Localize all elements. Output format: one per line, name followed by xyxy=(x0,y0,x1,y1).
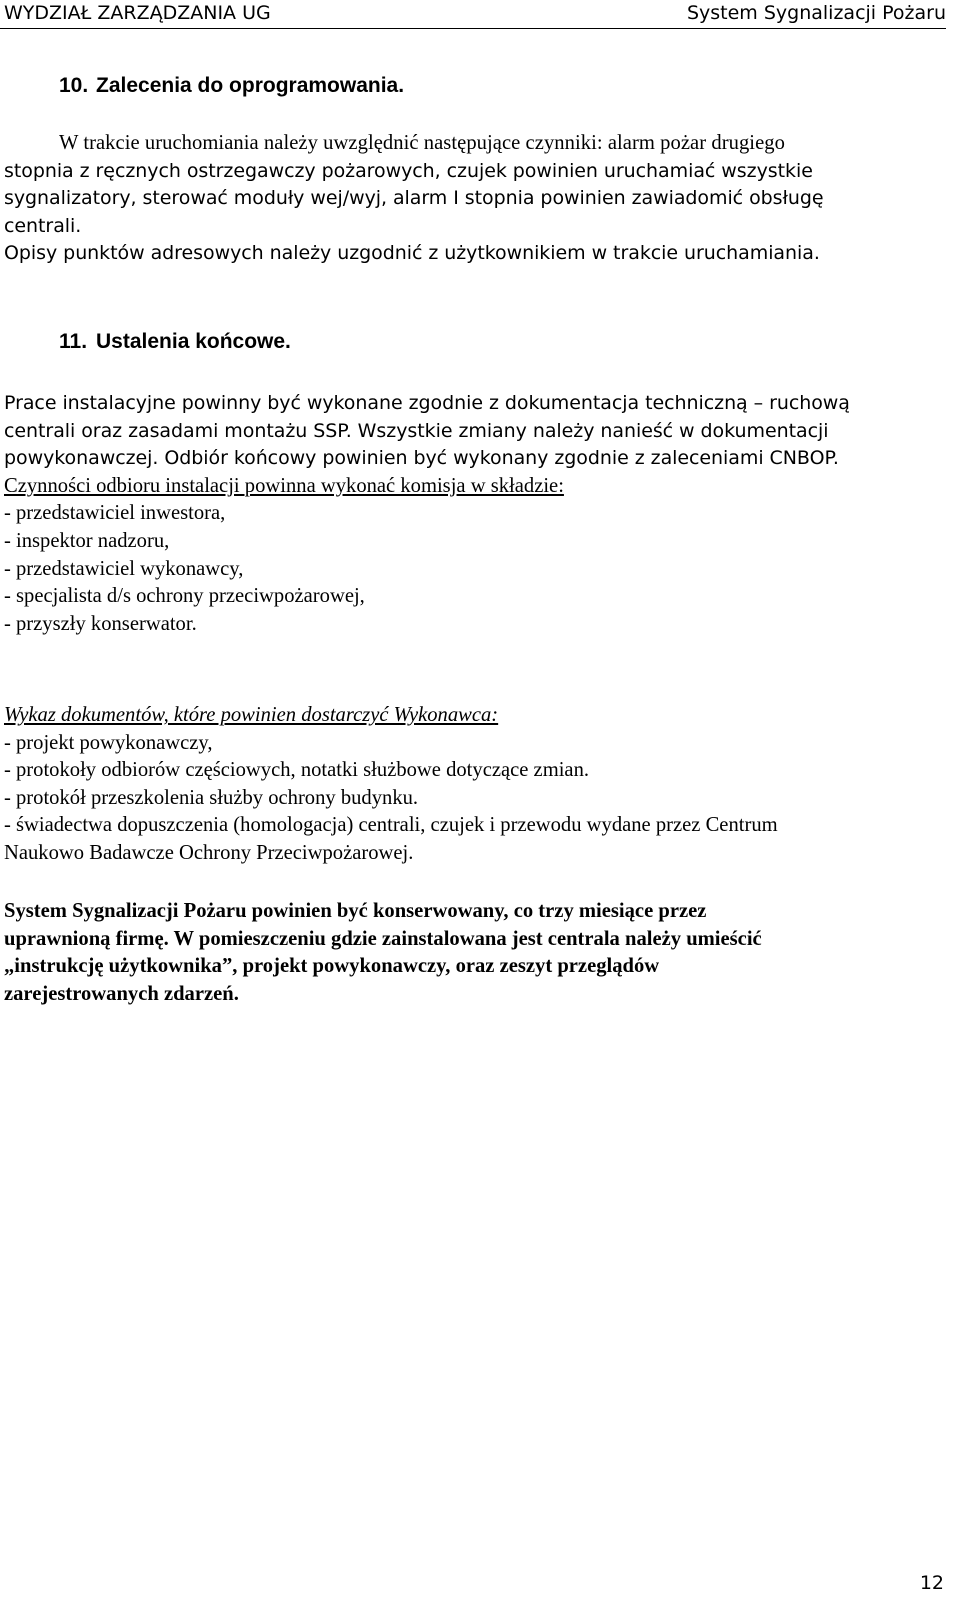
section-11-line: centrali oraz zasadami montażu SSP. Wszystkie zmiany należy nanieść w dokumentacji xyxy=(4,419,829,442)
maintenance-line: „instrukcję użytkownika”, projekt powykonawczy, oraz zeszyt przeglądów xyxy=(4,955,660,978)
documents-item: Naukowo Badawcze Ochrony Przeciwpożarowej. xyxy=(4,841,414,864)
documents-item: - protokół przeszkolenia służby ochrony budynku. xyxy=(4,786,419,809)
section-10-line: stopnia z ręcznych ostrzegawczy pożarowych, czujek powinien uruchamiać wszystkie xyxy=(4,159,813,182)
documents-item: - protokoły odbiorów częściowych, notatki służbowe dotyczące zmian. xyxy=(4,759,590,782)
section-10-heading xyxy=(59,72,404,99)
committee-item: - specjalista d/s ochrony przeciwpożarowej, xyxy=(4,585,365,608)
committee-item: - przyszły konserwator. xyxy=(4,612,197,635)
page-number: 12 xyxy=(919,1572,944,1594)
section-11-title: Ustalenia końcowe. xyxy=(96,330,291,353)
section-10-line: Opisy punktów adresowych należy uzgodnić z użytkownikiem w trakcie uruchamiania. xyxy=(4,242,820,265)
section-11-paragraph xyxy=(4,390,944,638)
section-10-line: centrali. xyxy=(4,214,82,237)
committee-item: - przedstawiciel wykonawcy, xyxy=(4,557,244,580)
committee-item: - przedstawiciel inwestora, xyxy=(4,502,226,525)
maintenance-paragraph xyxy=(4,898,944,1008)
section-10-title: Zalecenia do oprogramowania. xyxy=(96,74,405,97)
maintenance-line: System Sygnalizacji Pożaru powinien być konserwowany, co trzy miesiące przez xyxy=(4,900,707,922)
header-document-title: System Sygnalizacji Pożaru xyxy=(686,2,946,24)
documents-list xyxy=(4,702,944,868)
maintenance-line: uprawnioną firmę. W pomieszczeniu gdzie zainstalowana jest centrala należy umieścić xyxy=(4,927,762,950)
page-header xyxy=(0,0,946,29)
documents-item: - projekt powykonawczy, xyxy=(4,731,213,754)
section-10-paragraph xyxy=(4,130,944,268)
section-11-line: Prace instalacyjne powinny być wykonane zgodnie z dokumentacja techniczną – ruchową xyxy=(4,392,850,414)
section-10-line: W trakcie uruchomiania należy uwzględnić następujące czynniki: alarm pożar drugiego xyxy=(59,132,785,154)
committee-item: - inspektor nadzoru, xyxy=(4,529,170,552)
section-10-line: sygnalizatory, sterować moduły wej/wyj, alarm I stopnia powinien zawiadomić obsługę xyxy=(4,187,824,210)
header-institution: WYDZIAŁ ZARZĄDZANIA UG xyxy=(4,2,271,24)
documents-item: - świadectwa dopuszczenia (homologacja) centrali, czujek i przewodu wydane przez Centrum xyxy=(4,814,778,837)
section-11-heading xyxy=(59,328,291,355)
section-11-line: powykonawczej. Odbiór końcowy powinien być wykonany zgodnie z zaleceniami CNBOP. xyxy=(4,447,839,470)
committee-heading: Czynności odbioru instalacji powinna wykonać komisja w składzie: xyxy=(4,474,564,497)
section-11-number: 11. xyxy=(59,330,88,353)
maintenance-line: zarejestrowanych zdarzeń. xyxy=(4,982,239,1005)
documents-heading: Wykaz dokumentów, które powinien dostarczyć Wykonawca: xyxy=(4,704,499,726)
section-10-number: 10. xyxy=(59,74,89,97)
